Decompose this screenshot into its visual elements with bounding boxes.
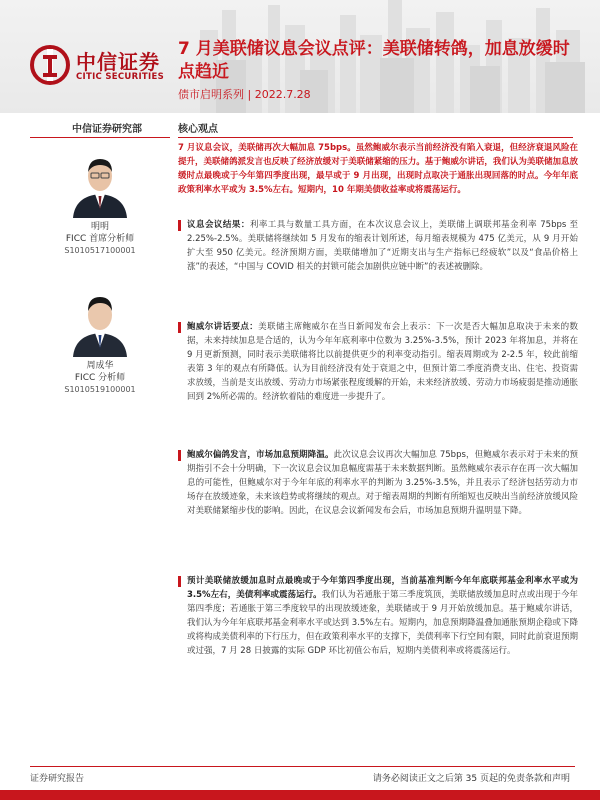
section-body: 利率工具与数量工具方面，在本次议息会议上，美联储上调联邦基金利率 75bps 至 2.25%-2.5%。美联储将继续如 5 月发布的缩表计划所述，每月缩表规模为 475 亿美元，从 9 月开始扩大至 950 亿美元。经济预期方面，美联储增加了“近期支出与生产指标已经疲软”以及“食品价格上涨”的表述，“中国与 COVID 相关的封锁可能会加剧供应链中断”的表述被删除。 (187, 220, 578, 272)
sidebar-divider (30, 137, 170, 138)
section-marker (178, 220, 181, 231)
section-lead: 议息会议结果： (187, 220, 250, 230)
analyst-card (40, 289, 160, 396)
section-marker (178, 450, 181, 461)
analyst-card (40, 150, 160, 257)
main-divider (178, 137, 573, 138)
report-title: 7 月美联储议息会议点评：美联储转鸽，加息放缓时点趋近 (178, 39, 570, 82)
logo-chinese-name: 中信证券 (76, 50, 160, 74)
section-body: 美联储主席鲍威尔在当日新闻发布会上表示：下一次是否大幅加息取决于未来的数据，未来持续加息是合适的，认为今年年底利率中位数为 3.25%-3.5%，预计 2023 年将加息，并将在 9 月更新预测，同时表示美联储将比以前提供更少的利率变动指引。缩表周期或为 2-2.5 年，较此前缩表第 3 年的观点有所降低。认为目前经济没有处于衰退之中，但预计第二季度消费支出、住宅、投资需求放缓，当前是支出放缓、劳动力市场紧张程度缓解的开始，未来经济放缓、劳动力市场疲弱是推动通胀回到 2%所必需的。经济软着陆的难度进一步提升了。 (187, 322, 579, 402)
analyst-name: 明明 (90, 222, 109, 232)
section-marker (178, 322, 181, 333)
analyst-cert: S1010519100001 (64, 385, 136, 394)
section-body: 此次议息会议再次大幅加息 75bps，但鲍威尔表示对于未来的预期指引不会十分明确，下一次议息会议加息幅度需基于未来数据判断。虽然鲍威尔表示存在再一次大幅加息的可能性，但鲍威尔对于今年年底的利率水平的判断为 3.25%-3.5%，并且表示了经济包括劳动力市场存在放缓迹象，未来该趋势或将继续的观点。对于缩表周期的判断有所缩短也反映出当前经济放缓风险对美联储紧缩步伐的影响。因此，在议息会议新闻发布会后，市场加息预期升温明显下降。 (187, 450, 579, 516)
footer-report-type: 证券研究报告 (30, 774, 85, 784)
footer-divider (30, 766, 575, 767)
institute-label: 中信证券研究部 (72, 124, 142, 135)
section-meeting-result (178, 218, 578, 274)
report-header (0, 0, 600, 113)
core-summary: 7 月议息会议，美联储再次大幅加息 75bps。虽然鲍威尔表示当前经济没有陷入衰退，但经济衰退风险在提升，美联储鸽派发言也反映了经济放缓对于美联储紧缩的压力。基于鲍威尔讲话，我们认为美联储加息放缓时点最晚或于今年第四季度出现，最早或于 9 月出现，出现时点取决于通胀出现回落的时点。今年年底政策利率水平或为 3.5%左右。短期内，10 年期美债收益率或将震荡运行。 (178, 143, 578, 195)
report-series-date: 债市启明系列 | 2022.7.28 (178, 88, 311, 101)
analyst-photo (65, 150, 135, 218)
section-powell-remarks (178, 320, 578, 404)
logo-english-name: CITIC SECURITIES (76, 72, 165, 82)
section-body: 我们认为若通胀于第三季度筑顶，美联储放缓加息时点或出现于今年第四季度；若通胀于第三季度较早的出现放缓迹象，美联储或于 9 月开始放缓加息。基于鲍威尔讲话，我们认为今年年底联邦基金利率水平或达到 3.5%左右。短期内，加息预期降温叠加通胀预期企稳或下降或将构成美债利率的下行压力，但在政策利率水平的支撑下，美债利率下行空间有限，同时此前衰退预期或过强，7 月 28 日披露的实际 GDP 环比初值公布后，短期内美债利率或将震荡运行。 (187, 590, 579, 656)
section-dovish-signal (178, 448, 578, 518)
section-marker (178, 576, 181, 587)
analyst-cert: S1010517100001 (64, 246, 136, 255)
section-lead: 鲍威尔讲话要点： (187, 322, 259, 332)
section-outlook (178, 574, 578, 658)
analyst-name: 周成华 (86, 361, 114, 371)
citic-logo-icon (30, 45, 70, 85)
section-lead: 预计美联储放缓加息时点最晚或于今年第四季度出现，当前基准判断今年年底联邦基金利率水平或为 3.5%左右，美债利率或震荡运行。 (187, 576, 578, 600)
footer-band (0, 790, 600, 800)
analyst-photo (65, 289, 135, 357)
analyst-title: FICC 首席分析师 (65, 234, 135, 244)
core-view-heading: 核心观点 (178, 124, 218, 135)
section-lead: 鲍威尔偏鸽发言，市场加息预期降温。 (187, 450, 334, 460)
footer-disclaimer: 请务必阅读正文之后第 35 页起的免责条款和声明 (372, 774, 570, 784)
analyst-title: FICC 分析师 (74, 373, 126, 383)
